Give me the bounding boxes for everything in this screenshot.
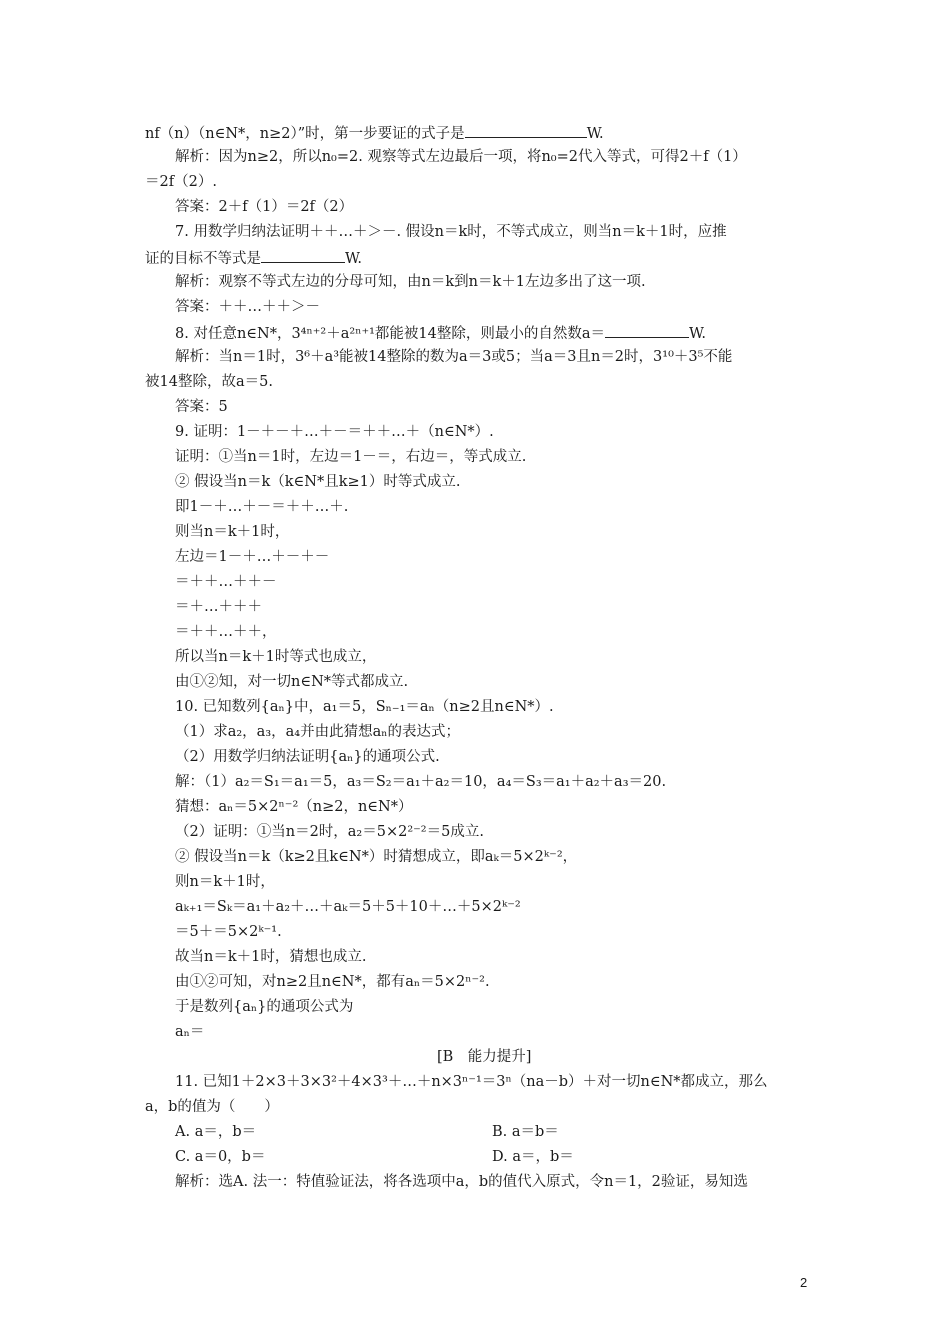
text-line	[175, 222, 727, 242]
line-text: 则n＝k＋1时，	[175, 874, 275, 890]
text-line	[175, 722, 460, 742]
line-text: ② 假设当n＝k（k∈N*且k≥1）时等式成立.	[175, 474, 461, 490]
line-text: 解析：当n＝1时，3⁶＋a³能被14整除的数为a＝3或5；当a＝3且n＝2时，3¹⁰＋3⁵不能	[175, 349, 733, 365]
line-text: ＝2f（2）.	[145, 174, 217, 190]
line-text: 答案：5	[175, 399, 228, 415]
line-text: 则当n＝k＋1时，	[175, 524, 290, 540]
text-line	[175, 647, 376, 667]
line-text: C. a＝0，b＝	[175, 1149, 266, 1165]
text-line	[175, 397, 228, 417]
line-text: 左边＝1－＋…＋－＋－	[175, 549, 330, 565]
line-text: （2）用数学归纳法证明{aₙ}的通项公式.	[175, 749, 440, 765]
line-text: [B 能力提升]	[437, 1049, 532, 1065]
line-text: ＝＋＋…＋＋－	[175, 574, 277, 590]
line-text: 由①②可知，对n≥2且n∈N*，都有aₙ＝5×2ⁿ⁻².	[175, 974, 490, 990]
text-line	[437, 1047, 531, 1067]
line-text: 故当n＝k＋1时，猜想也成立.	[175, 949, 367, 965]
line-text: 答案：＋＋…＋＋＞－	[175, 299, 320, 315]
text-line	[175, 447, 526, 467]
text-line	[175, 147, 747, 167]
line-text: 8. 对任意n∈N*，3⁴ⁿ⁺²＋a²ⁿ⁺¹都能被14整除，则最小的自然数a＝	[175, 326, 606, 342]
line-text: 证的目标不等式是	[145, 251, 261, 267]
text-line	[145, 247, 362, 269]
line-text: ② 假设当n＝k（k≥2且k∈N*）时猜想成立，即aₖ＝5×2ᵏ⁻²，	[175, 849, 578, 865]
text-line	[175, 272, 646, 292]
page-number: 2	[800, 1275, 808, 1290]
line-text: A. a＝，b＝	[175, 1124, 257, 1140]
text-line	[145, 172, 217, 192]
text-line	[175, 422, 494, 442]
line-text: （2）证明：①当n＝2时，a₂＝5×2²⁻²＝5成立.	[175, 824, 484, 840]
line-text: 9. 证明：1－＋－＋…＋－＝＋＋…＋（n∈N*）.	[175, 424, 494, 440]
text-line	[175, 1147, 265, 1167]
answer-blank	[261, 247, 345, 263]
text-line	[145, 122, 604, 144]
text-line	[175, 772, 666, 792]
line-text: 10. 已知数列{aₙ}中，a₁＝5，Sₙ₋₁＝aₙ（n≥2且n∈N*）.	[175, 699, 554, 715]
line-text: aₙ＝	[175, 1024, 205, 1040]
text-line	[175, 522, 289, 542]
text-line	[175, 347, 732, 367]
line-tail: W.	[689, 326, 707, 342]
text-line	[175, 622, 277, 642]
line-text: 7. 用数学归纳法证明＋＋…＋＞－. 假设n＝k时，不等式成立，则当n＝k＋1时，应推	[175, 224, 727, 240]
line-text: B. a＝b＝	[492, 1124, 559, 1140]
text-line	[175, 597, 262, 617]
text-line	[175, 697, 554, 717]
text-line	[175, 897, 521, 917]
line-text: 解析：观察不等式左边的分母可知，由n＝k到n＝k＋1左边多出了这一项.	[175, 274, 646, 290]
text-line	[175, 297, 320, 317]
text-line	[175, 572, 277, 592]
line-text: 解：（1）a₂＝S₁＝a₁＝5，a₃＝S₂＝a₁＋a₂＝10，a₄＝S₃＝a₁＋a₂＋a₃＝20.	[175, 774, 667, 790]
text-line	[175, 1022, 204, 1042]
text-line	[175, 872, 275, 892]
text-line	[175, 972, 490, 992]
line-text: a，b的值为（ ）	[145, 1099, 279, 1115]
line-tail: W.	[345, 251, 362, 267]
line-text: （1）求a₂，a₃，a₄并由此猜想aₙ的表达式；	[175, 724, 461, 740]
line-text: 证明：①当n＝1时，左边＝1－＝，右边＝，等式成立.	[175, 449, 527, 465]
text-line	[175, 1172, 748, 1192]
line-text: nf（n）（n∈N*，n≥2）”时，第一步要证的式子是	[145, 126, 465, 142]
text-line	[175, 472, 460, 492]
text-line	[175, 672, 408, 692]
line-text: 被14整除，故a＝5.	[145, 374, 273, 390]
line-text: aₖ₊₁＝Sₖ＝a₁＋a₂＋…＋aₖ＝5＋5＋10＋…＋5×2ᵏ⁻²	[175, 899, 521, 915]
text-line	[175, 197, 353, 217]
line-text: ＝＋＋…＋＋，	[175, 624, 277, 640]
text-line	[492, 1147, 574, 1167]
answer-blank	[605, 322, 689, 338]
text-line	[175, 747, 440, 767]
text-line	[145, 1097, 279, 1117]
line-text: D. a＝，b＝	[492, 1149, 574, 1165]
answer-blank	[465, 122, 587, 138]
line-text: 答案：2＋f（1）＝2f（2）	[175, 199, 354, 215]
text-line	[145, 372, 273, 392]
text-line	[175, 797, 412, 817]
line-text: 猜想：aₙ＝5×2ⁿ⁻²（n≥2，n∈N*）	[175, 799, 413, 815]
text-line	[175, 322, 706, 344]
text-line	[175, 497, 348, 517]
text-line	[175, 922, 282, 942]
line-text: 11. 已知1＋2×3＋3×3²＋4×3³＋…＋n×3ⁿ⁻¹＝3ⁿ（na－b）＋对一切n∈N*都成立，那么	[175, 1074, 768, 1090]
line-text: 即1－＋…＋－＝＋＋…＋.	[175, 499, 349, 515]
text-line	[175, 1072, 768, 1092]
line-text: 于是数列{aₙ}的通项公式为	[175, 999, 354, 1015]
line-text: ＝＋…＋＋＋	[175, 599, 262, 615]
text-line	[175, 847, 577, 867]
text-line	[175, 547, 329, 567]
line-text: 解析：因为n≥2，所以n₀=2. 观察等式左边最后一项，将n₀=2代入等式，可得2＋f（1）	[175, 149, 747, 165]
line-text: 所以当n＝k＋1时等式也成立，	[175, 649, 377, 665]
line-text: 解析：选A. 法一：特值验证法，将各选项中a，b的值代入原式，令n＝1，2验证，易知选	[175, 1174, 748, 1190]
text-line	[175, 997, 353, 1017]
text-line	[175, 1122, 256, 1142]
text-line	[175, 822, 484, 842]
text-line	[175, 947, 366, 967]
text-line	[492, 1122, 559, 1142]
line-text: 由①②知，对一切n∈N*等式都成立.	[175, 674, 409, 690]
line-text: ＝5＋＝5×2ᵏ⁻¹.	[175, 924, 282, 940]
line-tail: W.	[586, 126, 604, 142]
